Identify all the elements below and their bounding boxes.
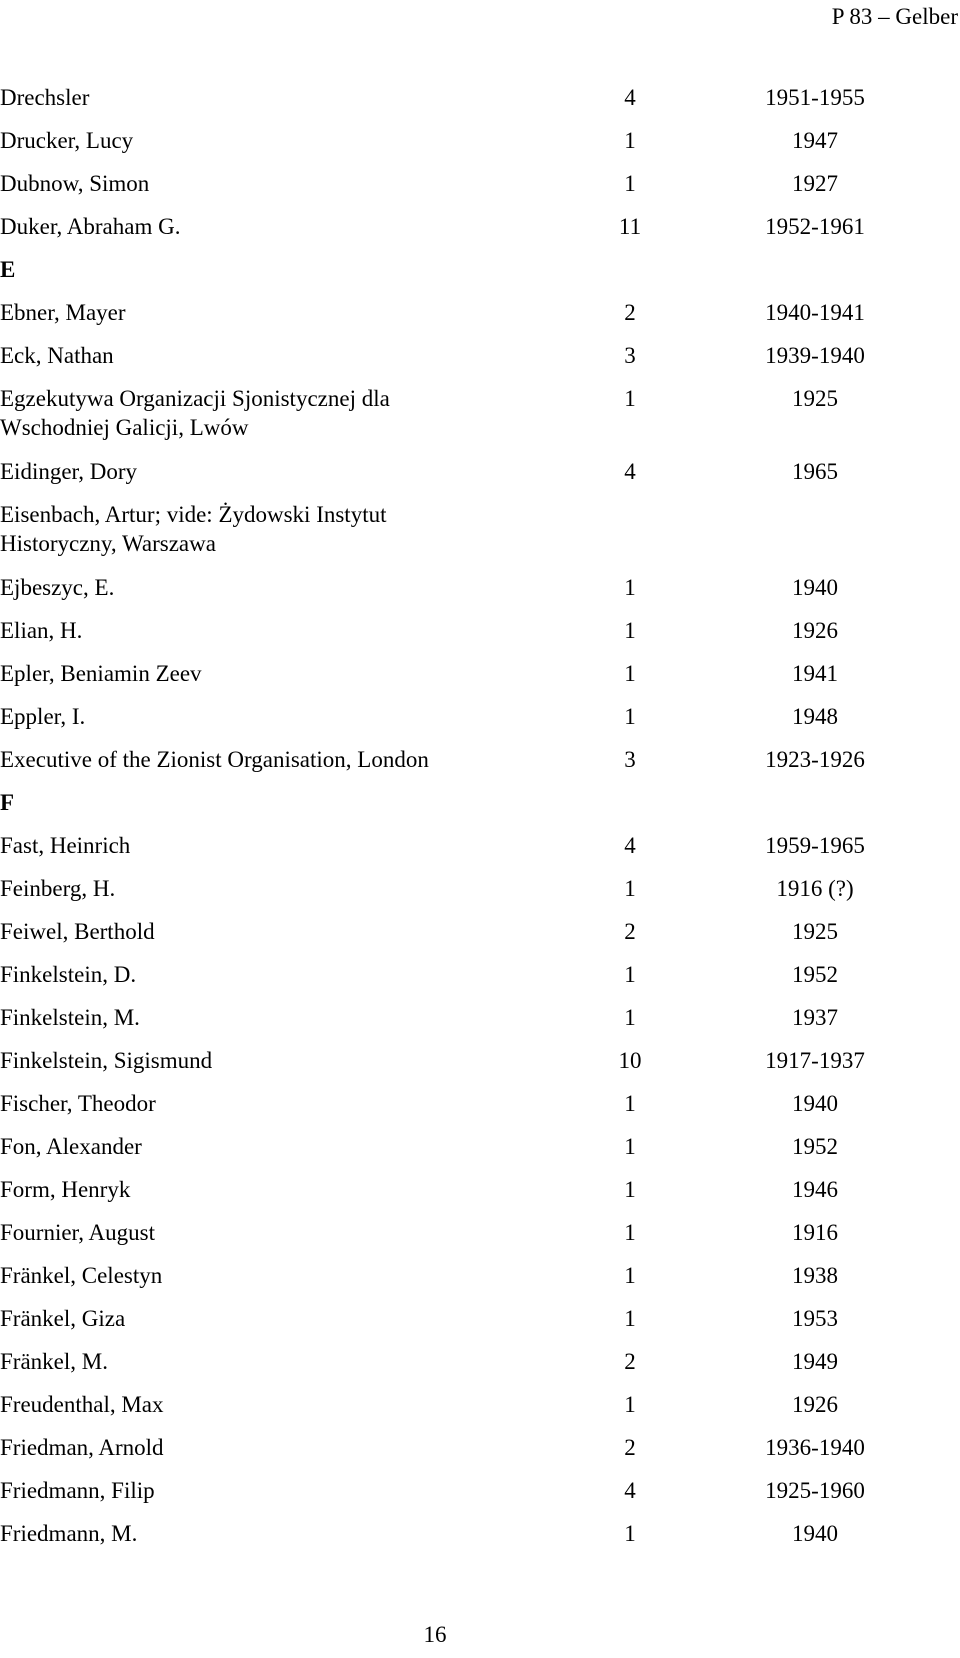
entry-name: Friedman, Arnold bbox=[0, 1435, 164, 1460]
entry-count: 1 bbox=[624, 618, 636, 643]
entry-name: Finkelstein, M. bbox=[0, 1005, 140, 1030]
entry-name: Fränkel, Giza bbox=[0, 1306, 126, 1331]
entry-name: Drucker, Lucy bbox=[0, 128, 134, 153]
entry-name: Eisenbach, Artur; vide: Żydowski Instytut Historyczny, Warszawa bbox=[0, 502, 387, 556]
entry-count: 1 bbox=[624, 386, 636, 411]
entry-count: 11 bbox=[618, 214, 642, 239]
index-entry-row bbox=[0, 616, 960, 659]
entry-name: Eppler, I. bbox=[0, 704, 86, 729]
entry-name: Egzekutywa Organizacji Sjonistycznej dla Wschodniej Galicji, Lwów bbox=[0, 386, 390, 440]
entry-dates: 1925 bbox=[792, 386, 838, 411]
entry-dates: 1940-1941 bbox=[765, 300, 865, 325]
index-entry-row bbox=[0, 83, 960, 126]
index-entry-row bbox=[0, 1175, 960, 1218]
entry-dates: 1951-1955 bbox=[765, 85, 865, 110]
index-entry-row bbox=[0, 702, 960, 745]
index-entry-row bbox=[0, 126, 960, 169]
entry-dates: 1939-1940 bbox=[765, 343, 865, 368]
entry-count: 1 bbox=[624, 1005, 636, 1030]
entry-name: Duker, Abraham G. bbox=[0, 214, 181, 239]
entry-dates: 1923-1926 bbox=[765, 747, 865, 772]
entry-count: 2 bbox=[624, 300, 636, 325]
index-entry-row bbox=[0, 384, 960, 457]
entry-count: 4 bbox=[624, 459, 636, 484]
index-entry-row bbox=[0, 1261, 960, 1304]
index-entry-row bbox=[0, 573, 960, 616]
index-entry-row bbox=[0, 341, 960, 384]
index-entry-row bbox=[0, 1476, 960, 1519]
index-entry-row bbox=[0, 457, 960, 500]
entry-count: 1 bbox=[624, 171, 636, 196]
entry-name: Ebner, Mayer bbox=[0, 300, 126, 325]
index-entry-row bbox=[0, 1390, 960, 1433]
index-entry-row bbox=[0, 874, 960, 917]
entry-dates: 1938 bbox=[792, 1263, 838, 1288]
entry-count: 1 bbox=[624, 575, 636, 600]
section-letter: F bbox=[0, 790, 15, 815]
entry-dates: 1925-1960 bbox=[765, 1478, 865, 1503]
index-entry-row bbox=[0, 500, 960, 573]
entry-count: 10 bbox=[618, 1048, 642, 1073]
entry-count: 3 bbox=[624, 343, 636, 368]
entry-count: 4 bbox=[624, 85, 636, 110]
entry-dates: 1925 bbox=[792, 919, 838, 944]
entry-count: 2 bbox=[624, 1435, 636, 1460]
entry-name: Finkelstein, D. bbox=[0, 962, 137, 987]
entry-dates: 1937 bbox=[792, 1005, 838, 1030]
index-entry-row bbox=[0, 1046, 960, 1089]
section-letter-row bbox=[0, 788, 960, 831]
entry-count: 1 bbox=[624, 876, 636, 901]
index-entry-row bbox=[0, 745, 960, 788]
entry-name: Friedmann, Filip bbox=[0, 1478, 155, 1503]
index-entry-row bbox=[0, 1304, 960, 1347]
entry-count: 1 bbox=[624, 1220, 636, 1245]
index-entry-row bbox=[0, 1347, 960, 1390]
entry-name: Executive of the Zionist Organisation, London bbox=[0, 747, 429, 772]
entry-name: Form, Henryk bbox=[0, 1177, 131, 1202]
index-entry-row bbox=[0, 1089, 960, 1132]
index-entry-row bbox=[0, 659, 960, 702]
entry-name: Feinberg, H. bbox=[0, 876, 116, 901]
entry-dates: 1941 bbox=[792, 661, 838, 686]
index-entry-row bbox=[0, 917, 960, 960]
entry-name: Eidinger, Dory bbox=[0, 459, 138, 484]
entry-count: 1 bbox=[624, 661, 636, 686]
entry-name: Feiwel, Berthold bbox=[0, 919, 155, 944]
entry-name: Fränkel, M. bbox=[0, 1349, 108, 1374]
entry-dates: 1917-1937 bbox=[765, 1048, 865, 1073]
entry-dates: 1952-1961 bbox=[765, 214, 865, 239]
section-letter-row bbox=[0, 255, 960, 298]
entry-count: 1 bbox=[624, 1306, 636, 1331]
index-list bbox=[0, 83, 960, 1562]
entry-name: Finkelstein, Sigismund bbox=[0, 1048, 213, 1073]
entry-count: 1 bbox=[624, 1263, 636, 1288]
entry-count: 1 bbox=[624, 962, 636, 987]
entry-count: 1 bbox=[624, 704, 636, 729]
entry-name: Ejbeszyc, E. bbox=[0, 575, 115, 600]
index-entry-row bbox=[0, 1519, 960, 1562]
entry-dates: 1946 bbox=[792, 1177, 838, 1202]
entry-name: Eck, Nathan bbox=[0, 343, 114, 368]
entry-dates: 1940 bbox=[792, 1091, 838, 1116]
entry-count: 1 bbox=[624, 1134, 636, 1159]
entry-dates: 1936-1940 bbox=[765, 1435, 865, 1460]
entry-dates: 1926 bbox=[792, 1392, 838, 1417]
entry-name: Drechsler bbox=[0, 85, 90, 110]
entry-count: 4 bbox=[624, 833, 636, 858]
entry-count: 1 bbox=[624, 1521, 636, 1546]
entry-count: 1 bbox=[624, 1392, 636, 1417]
entry-name: Fischer, Theodor bbox=[0, 1091, 156, 1116]
entry-dates: 1952 bbox=[792, 1134, 838, 1159]
index-entry-row bbox=[0, 831, 960, 874]
index-entry-row bbox=[0, 960, 960, 1003]
entry-count: 1 bbox=[624, 128, 636, 153]
index-entry-row bbox=[0, 1132, 960, 1175]
entry-dates: 1949 bbox=[792, 1349, 838, 1374]
entry-dates: 1916 bbox=[792, 1220, 838, 1245]
entry-dates: 1965 bbox=[792, 459, 838, 484]
entry-count: 1 bbox=[624, 1177, 636, 1202]
index-entry-row bbox=[0, 1218, 960, 1261]
entry-dates: 1927 bbox=[792, 171, 838, 196]
entry-count: 3 bbox=[624, 747, 636, 772]
entry-dates: 1947 bbox=[792, 128, 838, 153]
entry-name: Friedmann, M. bbox=[0, 1521, 138, 1546]
entry-count: 4 bbox=[624, 1478, 636, 1503]
entry-name: Epler, Beniamin Zeev bbox=[0, 661, 202, 686]
entry-dates: 1952 bbox=[792, 962, 838, 987]
page-header: P 83 – Gelber bbox=[831, 4, 958, 29]
entry-name: Fournier, August bbox=[0, 1220, 155, 1245]
entry-name: Dubnow, Simon bbox=[0, 171, 150, 196]
entry-dates: 1926 bbox=[792, 618, 838, 643]
index-entry-row bbox=[0, 1433, 960, 1476]
entry-dates: 1916 (?) bbox=[776, 876, 854, 901]
index-entry-row bbox=[0, 212, 960, 255]
entry-dates: 1959-1965 bbox=[765, 833, 865, 858]
entry-count: 1 bbox=[624, 1091, 636, 1116]
entry-count: 2 bbox=[624, 1349, 636, 1374]
entry-dates: 1953 bbox=[792, 1306, 838, 1331]
entry-dates: 1940 bbox=[792, 1521, 838, 1546]
entry-name: Freudenthal, Max bbox=[0, 1392, 164, 1417]
index-entry-row bbox=[0, 298, 960, 341]
entry-dates: 1948 bbox=[792, 704, 838, 729]
page-number: 16 bbox=[423, 1622, 447, 1647]
entry-count: 2 bbox=[624, 919, 636, 944]
entry-name: Fast, Heinrich bbox=[0, 833, 131, 858]
section-letter: E bbox=[0, 257, 16, 282]
entry-dates: 1940 bbox=[792, 575, 838, 600]
entry-name: Fränkel, Celestyn bbox=[0, 1263, 163, 1288]
index-entry-row bbox=[0, 169, 960, 212]
entry-name: Fon, Alexander bbox=[0, 1134, 142, 1159]
index-entry-row bbox=[0, 1003, 960, 1046]
entry-name: Elian, H. bbox=[0, 618, 83, 643]
